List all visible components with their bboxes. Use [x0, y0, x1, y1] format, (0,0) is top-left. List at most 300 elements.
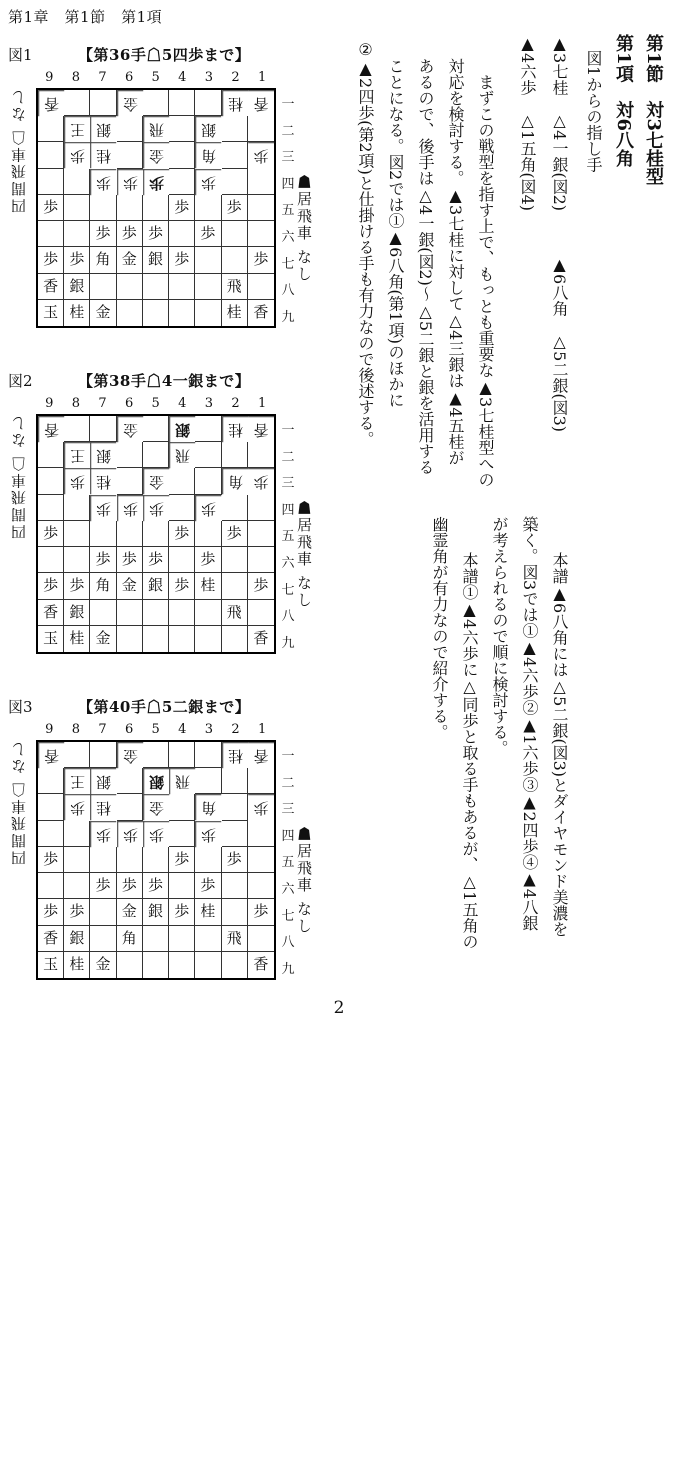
board-piece: 香 — [38, 926, 64, 952]
board-piece: 角 — [90, 573, 116, 599]
board-square — [195, 626, 221, 652]
file-label: 3 — [204, 70, 214, 85]
board-square — [169, 300, 195, 326]
board-square — [117, 952, 143, 978]
rank-label: 六 — [281, 556, 295, 571]
rank-label: 八 — [281, 609, 295, 625]
board-piece: 歩 — [117, 821, 143, 847]
board-square — [64, 547, 90, 573]
board-square — [195, 195, 221, 221]
rank-label: 一 — [281, 423, 295, 438]
board-square — [143, 442, 169, 468]
board-square — [195, 247, 221, 273]
gote-hand: 四間飛車☖ なし — [10, 740, 28, 866]
board-square — [169, 873, 195, 899]
board-square — [222, 821, 248, 847]
board-square — [222, 547, 248, 573]
paragraph-2-line-4: 本譜①▲4六歩に△同歩と取る手もあるが、△1五角の — [460, 536, 479, 950]
board-square — [143, 847, 169, 873]
section-title: 第1節 対3七桂型 — [643, 34, 664, 186]
board-square — [38, 794, 64, 820]
board-square — [143, 90, 169, 116]
board-piece: 金 — [117, 416, 143, 442]
board-square — [169, 116, 195, 142]
board-square — [222, 116, 248, 142]
board-square — [248, 521, 274, 547]
board-square — [117, 521, 143, 547]
board-square — [38, 116, 64, 142]
board-square — [90, 847, 116, 873]
board-square — [222, 221, 248, 247]
board-square — [195, 926, 221, 952]
rank-label: 三 — [281, 150, 295, 166]
file-label: 5 — [151, 722, 160, 737]
board-piece: 銀 — [64, 600, 90, 626]
board-piece: 歩 — [195, 169, 221, 195]
moves-intro: 図1からの指し手 — [584, 34, 603, 173]
file-label: 1 — [257, 722, 267, 737]
board-piece: 桂 — [90, 142, 116, 168]
figure-label: 図1 — [8, 46, 33, 64]
file-label: 3 — [204, 722, 214, 737]
board-piece: 歩 — [195, 821, 221, 847]
board-square — [90, 926, 116, 952]
board-square — [117, 847, 143, 873]
board-square — [169, 169, 195, 195]
board-piece: 金 — [143, 468, 169, 494]
board-piece: 玉 — [38, 952, 64, 978]
rank-label: 五 — [281, 203, 295, 219]
board-piece: 歩 — [90, 547, 116, 573]
board-piece: 金 — [90, 952, 116, 978]
board-square — [143, 600, 169, 626]
board-piece: 桂 — [64, 952, 90, 978]
board-piece: 歩 — [169, 195, 195, 221]
figure-2 — [0, 370, 313, 670]
board-square — [195, 468, 221, 494]
board-square — [169, 926, 195, 952]
board-square — [195, 600, 221, 626]
board-piece: 歩 — [143, 221, 169, 247]
rank-label: 八 — [281, 935, 295, 951]
board-square — [143, 626, 169, 652]
paragraph-2-line-1: 本譜▲6八角には△5二銀(図3)とダイヤモンド美濃を — [550, 536, 569, 938]
board-piece: 歩 — [169, 247, 195, 273]
file-labels — [36, 722, 276, 738]
board-square — [248, 873, 274, 899]
board-piece: 歩 — [64, 794, 90, 820]
figure-label: 図2 — [8, 372, 33, 390]
board-piece: 銀 — [90, 768, 116, 794]
board-piece: 角 — [90, 247, 116, 273]
board-piece: 歩 — [117, 221, 143, 247]
board-piece: 銀 — [64, 274, 90, 300]
rank-label: 二 — [281, 449, 295, 465]
file-labels — [36, 70, 276, 86]
paragraph-2-line-3: が考えられるので順に検討する。 — [490, 516, 509, 756]
board-square — [222, 169, 248, 195]
board-piece: 銀 — [90, 442, 116, 468]
board-square — [117, 626, 143, 652]
board-piece: 歩 — [248, 247, 274, 273]
board-piece: 金 — [117, 247, 143, 273]
board-square — [38, 468, 64, 494]
board-piece: 歩 — [248, 573, 274, 599]
board-square — [169, 90, 195, 116]
rank-label: 六 — [281, 882, 295, 897]
board-piece: 歩 — [143, 547, 169, 573]
board-square — [90, 742, 116, 768]
rank-label: 四 — [281, 502, 295, 518]
board-piece: 歩 — [195, 873, 221, 899]
board-piece: 歩 — [169, 521, 195, 547]
rank-label: 六 — [281, 230, 295, 245]
board-square — [222, 573, 248, 599]
board-square — [248, 221, 274, 247]
paragraph-1-line-2: 対応を検討する。▲3七桂に対して△4三銀は▲4五桂が — [446, 58, 465, 466]
board-piece: 歩 — [248, 899, 274, 925]
board-piece: 香 — [248, 742, 274, 768]
board-piece: 香 — [38, 274, 64, 300]
rank-label: 七 — [281, 582, 295, 598]
board-square — [64, 221, 90, 247]
rank-label: 二 — [281, 123, 295, 139]
board-piece: 歩 — [64, 247, 90, 273]
board-square — [248, 169, 274, 195]
board-piece: 王 — [64, 768, 90, 794]
board-square — [117, 195, 143, 221]
board-piece: 香 — [38, 600, 64, 626]
board-square — [64, 195, 90, 221]
file-label: 4 — [178, 396, 187, 411]
board-square — [195, 416, 221, 442]
file-label: 2 — [231, 70, 240, 85]
file-labels — [36, 396, 276, 412]
board-piece: 銀 — [90, 116, 116, 142]
board-piece: 銀 — [143, 768, 169, 794]
board-square — [143, 742, 169, 768]
board-square — [64, 521, 90, 547]
board-piece: 香 — [248, 90, 274, 116]
board-square — [64, 847, 90, 873]
board-square — [38, 547, 64, 573]
board-square — [248, 768, 274, 794]
page-number: 2 — [333, 998, 345, 1018]
file-label: 8 — [71, 396, 81, 411]
board-square — [117, 442, 143, 468]
board-piece: 歩 — [90, 221, 116, 247]
board-square — [222, 768, 248, 794]
board-piece: 香 — [38, 90, 64, 116]
board-square — [222, 794, 248, 820]
board-square — [169, 742, 195, 768]
board-piece: 歩 — [195, 221, 221, 247]
board-square — [248, 926, 274, 952]
board-piece: 歩 — [90, 169, 116, 195]
board-square — [143, 195, 169, 221]
board-piece: 香 — [248, 416, 274, 442]
board-piece: 歩 — [195, 495, 221, 521]
board-square — [195, 300, 221, 326]
board-square — [38, 495, 64, 521]
board-piece: 金 — [117, 90, 143, 116]
board-square — [248, 442, 274, 468]
board-piece: 玉 — [38, 300, 64, 326]
figure-caption: 【第40手☖5二銀まで】 — [78, 698, 251, 716]
board-piece: 歩 — [90, 495, 116, 521]
board-piece: 玉 — [38, 626, 64, 652]
board-piece: 金 — [117, 899, 143, 925]
board-piece: 金 — [143, 142, 169, 168]
board-piece: 歩 — [169, 899, 195, 925]
file-label: 9 — [45, 70, 54, 85]
board-piece: 桂 — [90, 794, 116, 820]
paragraph-2-line-2: 築く。図3では①▲4六歩②▲1六歩③▲2四歩④▲4八銀 — [520, 516, 539, 931]
board-square — [90, 600, 116, 626]
board-square — [143, 416, 169, 442]
board-square — [143, 521, 169, 547]
shogi-board — [36, 414, 276, 654]
paragraph-1-line-4: ことになる。図2では①▲6八角(第1項)のほかに — [386, 58, 405, 409]
rank-label: 五 — [281, 529, 295, 545]
board-piece: 香 — [38, 416, 64, 442]
board-square — [38, 442, 64, 468]
board-piece: 歩 — [248, 142, 274, 168]
gote-hand: 四間飛車☖ なし — [10, 414, 28, 540]
board-piece: 銀 — [169, 416, 195, 442]
board-square — [222, 899, 248, 925]
board-piece: 銀 — [143, 247, 169, 273]
board-piece: 歩 — [38, 247, 64, 273]
board-piece: 歩 — [222, 847, 248, 873]
board-piece: 桂 — [64, 300, 90, 326]
rank-label: 四 — [281, 176, 295, 192]
file-label: 6 — [124, 70, 134, 85]
board-piece: 歩 — [64, 899, 90, 925]
board-square — [64, 169, 90, 195]
board-square — [117, 768, 143, 794]
paragraph-1-line-1: まずこの戦型を指す上で、もっとも重要な▲3七桂型への — [476, 58, 495, 488]
board-square — [169, 142, 195, 168]
rank-label: 九 — [281, 309, 295, 325]
rank-label: 七 — [281, 908, 295, 924]
rank-label: 九 — [281, 635, 295, 651]
rank-label: 五 — [281, 855, 295, 871]
board-piece: 歩 — [117, 873, 143, 899]
board-square — [38, 821, 64, 847]
sente-hand: ☗居飛車 なし — [295, 826, 313, 935]
board-square — [169, 794, 195, 820]
board-piece: 歩 — [143, 169, 169, 195]
board-square — [169, 547, 195, 573]
paragraph-1-line-3: あるので、後手は△4一銀(図2)～△5二銀と銀を活用する — [416, 58, 435, 476]
board-square — [117, 274, 143, 300]
board-piece: 歩 — [248, 794, 274, 820]
rank-label: 三 — [281, 476, 295, 492]
board-square — [222, 142, 248, 168]
board-square — [195, 768, 221, 794]
board-square — [248, 116, 274, 142]
board-piece: 銀 — [64, 926, 90, 952]
file-label: 1 — [257, 396, 267, 411]
board-piece: 角 — [195, 142, 221, 168]
board-square — [169, 821, 195, 847]
board-square — [195, 952, 221, 978]
paragraph-2-line-5: 幽霊角が有力なので紹介する。 — [430, 516, 449, 740]
board-square — [117, 142, 143, 168]
file-label: 9 — [45, 396, 54, 411]
figure-caption: 【第36手☖5四歩まで】 — [78, 46, 251, 64]
file-label: 1 — [257, 70, 267, 85]
board-piece: 飛 — [169, 442, 195, 468]
board-piece: 王 — [64, 442, 90, 468]
board-piece: 歩 — [38, 195, 64, 221]
file-label: 7 — [98, 396, 107, 411]
board-square — [195, 442, 221, 468]
board-piece: 歩 — [38, 573, 64, 599]
board-square — [169, 495, 195, 521]
board-square — [143, 926, 169, 952]
board-square — [117, 794, 143, 820]
board-piece: 歩 — [38, 847, 64, 873]
board-square — [64, 90, 90, 116]
board-piece: 歩 — [195, 547, 221, 573]
board-piece: 歩 — [143, 821, 169, 847]
board-piece: 銀 — [143, 899, 169, 925]
board-square — [90, 195, 116, 221]
board-piece: 金 — [90, 300, 116, 326]
board-piece: 歩 — [64, 468, 90, 494]
board-square — [143, 274, 169, 300]
board-square — [222, 952, 248, 978]
board-piece: 銀 — [195, 116, 221, 142]
board-piece: 歩 — [64, 142, 90, 168]
board-piece: 香 — [253, 629, 269, 648]
board-piece: 歩 — [117, 495, 143, 521]
board-square — [222, 626, 248, 652]
board-square — [169, 468, 195, 494]
board-piece: 香 — [253, 955, 269, 974]
board-square — [38, 768, 64, 794]
board-square — [64, 873, 90, 899]
file-label: 6 — [124, 396, 134, 411]
board-square — [169, 221, 195, 247]
board-square — [222, 247, 248, 273]
board-piece: 歩 — [38, 521, 64, 547]
board-piece: 桂 — [195, 573, 221, 599]
board-square — [169, 600, 195, 626]
board-square — [169, 626, 195, 652]
board-piece: 歩 — [90, 821, 116, 847]
board-piece: 歩 — [169, 573, 195, 599]
board-piece: 桂 — [64, 626, 90, 652]
board-square — [90, 274, 116, 300]
board-square — [64, 742, 90, 768]
board-piece: 桂 — [222, 742, 248, 768]
moves-line-2: ▲4六歩 △1五角(図4) — [518, 34, 537, 212]
board-square — [38, 142, 64, 168]
board-square — [143, 300, 169, 326]
board-square — [38, 873, 64, 899]
board-square — [195, 90, 221, 116]
board-square — [117, 468, 143, 494]
board-square — [64, 495, 90, 521]
rank-label: 二 — [281, 775, 295, 791]
board-square — [38, 169, 64, 195]
board-piece: 桂 — [222, 300, 248, 326]
board-piece: 歩 — [38, 899, 64, 925]
file-label: 2 — [231, 722, 240, 737]
gote-hand: 四間飛車☖ なし — [10, 88, 28, 214]
board-piece: 飛 — [222, 274, 248, 300]
paragraph-1-line-5: ②▲2四歩(第2項)と仕掛ける手も有力なので後述する。 — [356, 40, 375, 447]
rank-label: 九 — [281, 961, 295, 977]
board-piece: 歩 — [248, 468, 274, 494]
file-label: 4 — [178, 722, 187, 737]
chapter-header: 第1章 第1節 第1項 — [8, 8, 163, 26]
board-square — [90, 416, 116, 442]
board-square — [90, 521, 116, 547]
board-piece: 歩 — [117, 169, 143, 195]
board-square — [117, 600, 143, 626]
board-square — [222, 873, 248, 899]
board-piece: 桂 — [222, 90, 248, 116]
file-label: 8 — [71, 70, 81, 85]
sente-hand: ☗居飛車 なし — [295, 500, 313, 609]
figure-caption: 【第38手☖4一銀まで】 — [78, 372, 251, 390]
board-piece: 歩 — [90, 873, 116, 899]
board-square — [90, 899, 116, 925]
board-piece: 歩 — [143, 873, 169, 899]
file-label: 5 — [151, 70, 160, 85]
board-piece: 金 — [143, 794, 169, 820]
board-square — [195, 742, 221, 768]
board-piece: 歩 — [222, 521, 248, 547]
board-piece: 飛 — [222, 926, 248, 952]
board-square — [64, 821, 90, 847]
board-square — [143, 952, 169, 978]
board-square — [195, 521, 221, 547]
board-piece: 銀 — [143, 573, 169, 599]
board-square — [248, 274, 274, 300]
board-piece: 歩 — [143, 495, 169, 521]
board-piece: 香 — [38, 742, 64, 768]
board-piece: 飛 — [169, 768, 195, 794]
board-square — [248, 547, 274, 573]
move-pair-1: ▲3七桂 △4一銀(図2) — [550, 34, 569, 212]
shogi-board — [36, 88, 276, 328]
rank-label: 一 — [281, 749, 295, 764]
board-square — [117, 116, 143, 142]
board-piece: 王 — [64, 116, 90, 142]
board-square — [90, 90, 116, 116]
rank-label: 七 — [281, 256, 295, 272]
rank-label: 八 — [281, 283, 295, 299]
board-piece: 金 — [90, 626, 116, 652]
board-square — [117, 300, 143, 326]
rank-label: 四 — [281, 828, 295, 844]
board-square — [248, 600, 274, 626]
board-square — [64, 416, 90, 442]
board-square — [169, 952, 195, 978]
board-square — [38, 221, 64, 247]
figure-label: 図3 — [8, 698, 33, 716]
file-label: 6 — [124, 722, 134, 737]
board-piece: 桂 — [195, 899, 221, 925]
figure-3 — [0, 696, 313, 996]
board-piece: 飛 — [222, 600, 248, 626]
board-square — [222, 495, 248, 521]
